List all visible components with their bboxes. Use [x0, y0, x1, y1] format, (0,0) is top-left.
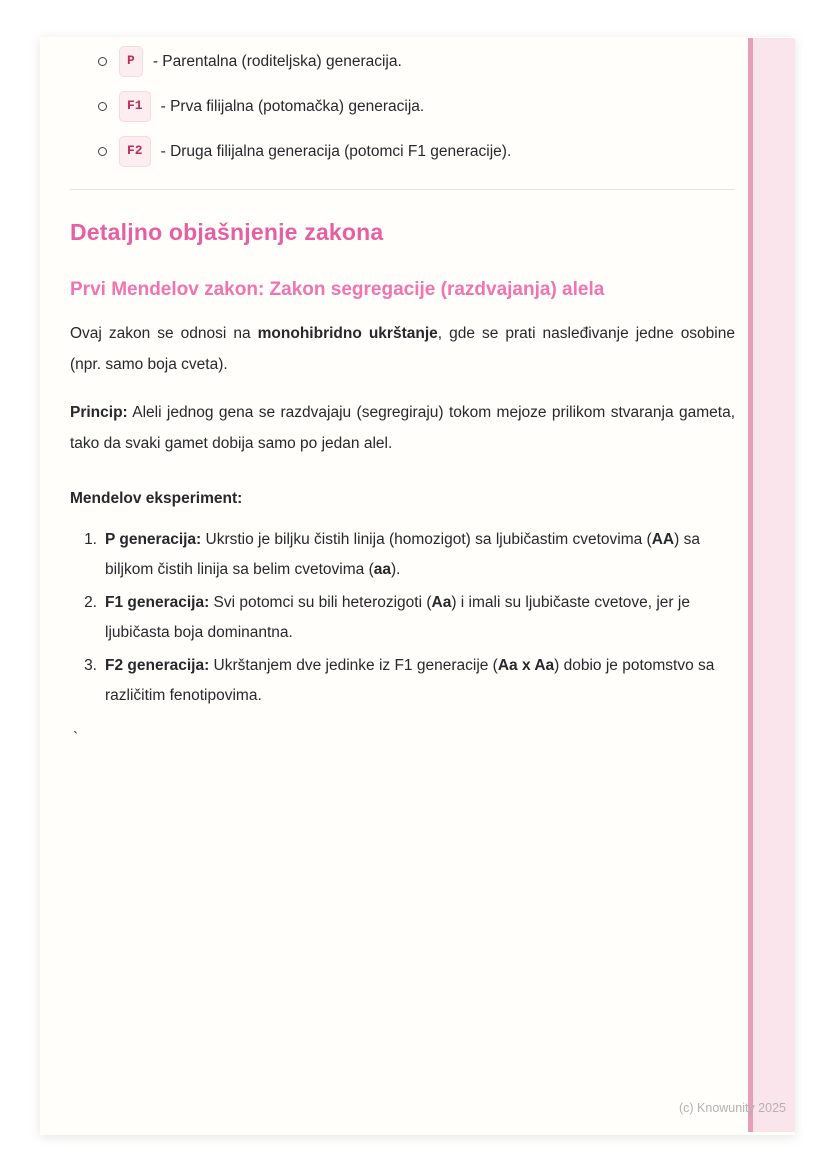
circle-bullet-icon [98, 147, 107, 156]
list-item [70, 91, 735, 122]
code-badge: F2 [119, 136, 151, 167]
document-page [40, 37, 795, 1135]
circle-bullet-icon [98, 57, 107, 66]
divider [70, 189, 735, 190]
text-segment-bold: Princip: [70, 404, 128, 421]
accent-stripe-line [748, 38, 753, 1132]
code-badge: P [119, 46, 143, 77]
text-segment: Ovaj zakon se odnosi na [70, 325, 258, 342]
experiment-numbered-list [70, 525, 735, 711]
list-number: 3. [84, 657, 97, 674]
legend-text: - Druga filijalna generacija (potomci F1 generacije). [160, 142, 512, 160]
text-segment-bold: Aa [431, 594, 452, 611]
stray-backtick-text: ` [73, 730, 79, 747]
text-segment-bold: AA [651, 531, 675, 548]
text-segment: Svi potomci su bili heterozigoti ( [209, 594, 432, 611]
text-segment-bold: Aa x Aa [497, 657, 555, 674]
numbered-list-item [70, 588, 735, 648]
list-number: 1. [84, 531, 97, 548]
legend-text: - Prva filijalna (potomačka) generacija. [160, 97, 425, 115]
paragraph-intro [70, 318, 735, 380]
legend-text: - Parentalna (roditeljska) generacija. [152, 52, 402, 70]
code-badge: F1 [119, 91, 151, 122]
text-segment-bold: Mendelov eksperiment: [70, 490, 243, 507]
text-segment: ) dobio je potomstvo sa različitim fenotipovima. [105, 657, 715, 704]
text-segment-bold: P generacija: [105, 531, 202, 548]
list-number: 2. [84, 594, 97, 611]
list-item-text [105, 588, 735, 648]
section-heading: Detaljno objašnjenje zakona [70, 219, 384, 245]
document-content [40, 37, 748, 751]
list-item [70, 46, 735, 77]
copyright-credit: (c) Knowunity 2025 [678, 1101, 786, 1115]
circle-bullet-icon [98, 102, 107, 111]
list-item-text [105, 651, 735, 711]
paragraph-experiment-heading [70, 483, 735, 514]
text-segment: ) sa biljkom čistih linija sa belim cvetovima ( [105, 531, 700, 578]
text-segment-bold: monohibridno ukrštanje [257, 325, 438, 342]
list-item [70, 136, 735, 167]
subsection-heading: Prvi Mendelov zakon: Zakon segregacije (razdvajanja) alela [70, 279, 605, 300]
generation-legend-list [70, 46, 735, 167]
text-segment-bold: F2 generacija: [105, 657, 210, 674]
numbered-list-item [70, 651, 735, 711]
text-segment: ). [391, 561, 401, 578]
text-segment-bold: aa [373, 561, 391, 578]
text-segment: Ukrštanjem dve jedinke iz F1 generacije ( [209, 657, 498, 674]
text-segment-bold: F1 generacija: [105, 594, 210, 611]
list-item-text [105, 525, 735, 585]
text-segment: ) i imali su ljubičaste cvetove, jer je ljubičasta boja dominantna. [105, 594, 690, 641]
accent-stripe [748, 38, 795, 1132]
text-segment: Ukrstio je biljku čistih linija (homozigot) sa ljubičastim cvetovima ( [201, 531, 652, 548]
numbered-list-item [70, 525, 735, 585]
text-segment: Aleli jednog gena se razdvajaju (segregiraju) tokom mejoze prilikom stvaranja gameta, tako da svaki gamet dobija samo po jedan alel. [70, 404, 735, 452]
paragraph-princip [70, 397, 735, 459]
text-segment: , gde se prati nasleđivanje jedne osobine (npr. samo boja cveta). [70, 325, 735, 373]
